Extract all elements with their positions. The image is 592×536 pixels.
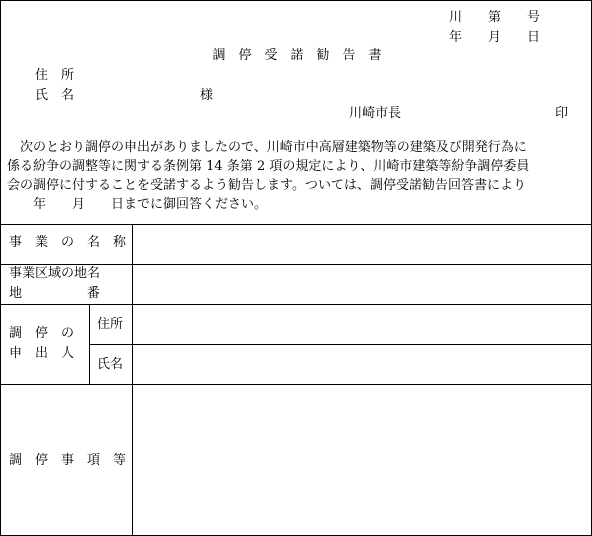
mediation-items-label: 調 停 事 項 等: [9, 453, 127, 468]
project-area-field[interactable]: [133, 265, 590, 304]
document-number: 川 第 号: [449, 10, 541, 25]
applicant-label-line-1: 調 停 の: [9, 326, 75, 341]
form-title: 調 停 受 諾 勧 告 書: [212, 48, 382, 63]
applicant-label-line-2: 申 出 人: [9, 346, 75, 361]
issuer-mayor: 川崎市長: [349, 106, 402, 121]
applicant-address-field[interactable]: [133, 305, 590, 344]
applicant-address-label: 住所: [97, 317, 124, 332]
recommendation-body: [7, 138, 587, 214]
project-area-label-line-1: 事業区域の地名: [9, 266, 101, 281]
mediation-items-field[interactable]: [133, 385, 590, 535]
project-area-label-line-2: 地 番: [9, 286, 101, 301]
document-date: 年 月 日: [449, 30, 541, 45]
recipient-name-label: 氏 名: [35, 88, 75, 103]
body-line-4: 年 月 日までに御回答ください。: [7, 197, 268, 212]
applicant-name-field[interactable]: [133, 345, 590, 384]
recipient-address-label: 住 所: [35, 68, 75, 83]
applicant-name-label: 氏名: [97, 357, 124, 372]
project-name-label: 事 業 の 名 称: [9, 235, 127, 250]
applicant-sub-divider: [89, 304, 90, 384]
honorific-sama: 様: [200, 88, 214, 103]
body-line-3: 会の調停に付することを受諾するよう勧告します。ついては、調停受諾勧告回答書により: [7, 178, 526, 193]
body-line-2: 係る紛争の調整等に関する条例第 14 条第 2 項の規定により、川崎市建築等紛争調停委員: [7, 159, 530, 174]
project-name-field[interactable]: [133, 225, 590, 264]
seal-mark: 印: [555, 106, 569, 121]
body-line-1: 次のとおり調停の申出がありましたので、川崎市中高層建築物等の建築及び開発行為に: [7, 140, 527, 155]
